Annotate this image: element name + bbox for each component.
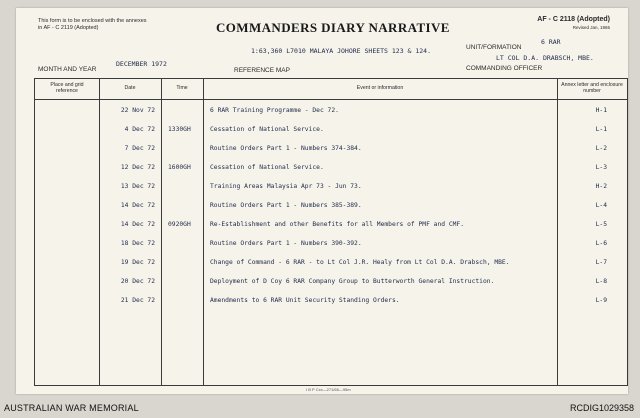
entry-time: 1600GH — [168, 164, 191, 171]
entry-event: Routine Orders Part 1 - Numbers 374-384. — [210, 145, 362, 152]
entry-event: 6 RAR Training Programme - Dec 72. — [210, 107, 339, 114]
table-row — [35, 255, 627, 270]
entry-date: 21 Dec 72 — [120, 297, 155, 304]
entry-annex: L-5 — [595, 221, 607, 228]
entry-event: Deployment of D Coy 6 RAR Company Group to Butterworth General Instruction. — [210, 278, 495, 285]
entry-date: 7 Dec 72 — [124, 145, 155, 152]
archive-name: AUSTRALIAN WAR MEMORIAL — [4, 403, 139, 413]
table-row — [35, 141, 627, 156]
entry-annex: L-2 — [595, 145, 607, 152]
map-reference-value: 1:63,360 L7010 MALAYA JOHORE SHEETS 123 & 124. — [251, 47, 432, 55]
entry-annex: L-3 — [595, 164, 607, 171]
entry-event: Re-Establishment and other Benefits for all Members of PMF and CMF. — [210, 221, 465, 228]
entry-annex: H-1 — [595, 107, 607, 114]
archive-reference: RCDIG1029358 — [569, 403, 634, 413]
table-row — [35, 217, 627, 232]
commanding-officer-value: LT COL D.A. DRABSCH, MBE. — [496, 54, 594, 62]
entry-date: 18 Dec 72 — [120, 240, 155, 247]
entry-date: 4 Dec 72 — [124, 126, 155, 133]
column-header-event: Event or information — [356, 85, 404, 91]
table-row — [35, 160, 627, 175]
table-row — [35, 103, 627, 118]
column-header-annex: Annex letter and enclosure number — [561, 82, 623, 94]
printer-imprint: I B P Cxx—271/65—95m — [306, 387, 351, 392]
table-row — [35, 274, 627, 289]
entry-annex: L-4 — [595, 202, 607, 209]
reference-map-label: REFERENCE MAP — [234, 67, 290, 74]
entry-annex: L-9 — [595, 297, 607, 304]
entry-annex: L-8 — [595, 278, 607, 285]
diary-table — [34, 78, 628, 386]
table-row — [35, 122, 627, 137]
entry-event: Cessation of National Service. — [210, 164, 324, 171]
entry-date: 19 Dec 72 — [120, 259, 155, 266]
entry-time: 1330GH — [168, 126, 191, 133]
unit-label: UNIT/FORMATION — [466, 44, 522, 51]
month-year-label: MONTH AND YEAR — [38, 66, 97, 73]
entry-event: Routine Orders Part 1 - Numbers 385-389. — [210, 202, 362, 209]
unit-value: 6 RAR — [541, 38, 561, 46]
table-row — [35, 236, 627, 251]
entry-date: 22 Nov 72 — [120, 107, 155, 114]
entry-event: Training Areas Malaysia Apr 73 - Jun 73. — [210, 183, 362, 190]
entry-annex: L-1 — [595, 126, 607, 133]
entry-annex: L-6 — [595, 240, 607, 247]
entry-annex: H-2 — [595, 183, 607, 190]
entry-date: 14 Dec 72 — [120, 202, 155, 209]
entry-date: 20 Dec 72 — [120, 278, 155, 285]
entry-date: 13 Dec 72 — [120, 183, 155, 190]
entry-time: 0920GH — [168, 221, 191, 228]
entry-event: Routine Orders Part 1 - Numbers 390-392. — [210, 240, 362, 247]
diary-sheet — [16, 8, 628, 394]
commanding-officer-label: COMMANDING OFFICER — [466, 65, 543, 72]
month-year-value: DECEMBER 1972 — [116, 60, 167, 68]
form-number: AF - C 2118 (Adopted) — [537, 16, 610, 23]
column-header-place: Place and grid reference — [50, 82, 84, 94]
table-row — [35, 198, 627, 213]
entry-event: Cessation of National Service. — [210, 126, 324, 133]
entry-annex: L-7 — [595, 259, 607, 266]
table-row — [35, 293, 627, 308]
enclosure-note: This form is to be enclosed with the annexes in AF - C 2119 (Adopted) — [38, 18, 147, 31]
entry-date: 12 Dec 72 — [120, 164, 155, 171]
entry-event: Amendments to 6 RAR Unit Security Standing Orders. — [210, 297, 400, 304]
column-header-date: Date — [124, 85, 136, 91]
revised-date: Revised Jan, 1965 — [572, 25, 610, 30]
page-title: COMMANDERS DIARY NARRATIVE — [216, 20, 450, 35]
table-row — [35, 179, 627, 194]
column-header-time: Time — [176, 85, 188, 91]
entry-date: 14 Dec 72 — [120, 221, 155, 228]
entry-event: Change of Command - 6 RAR - to Lt Col J.R. Healy from Lt Col D.A. Drabsch, MBE. — [210, 259, 510, 266]
header-divider — [35, 99, 627, 100]
